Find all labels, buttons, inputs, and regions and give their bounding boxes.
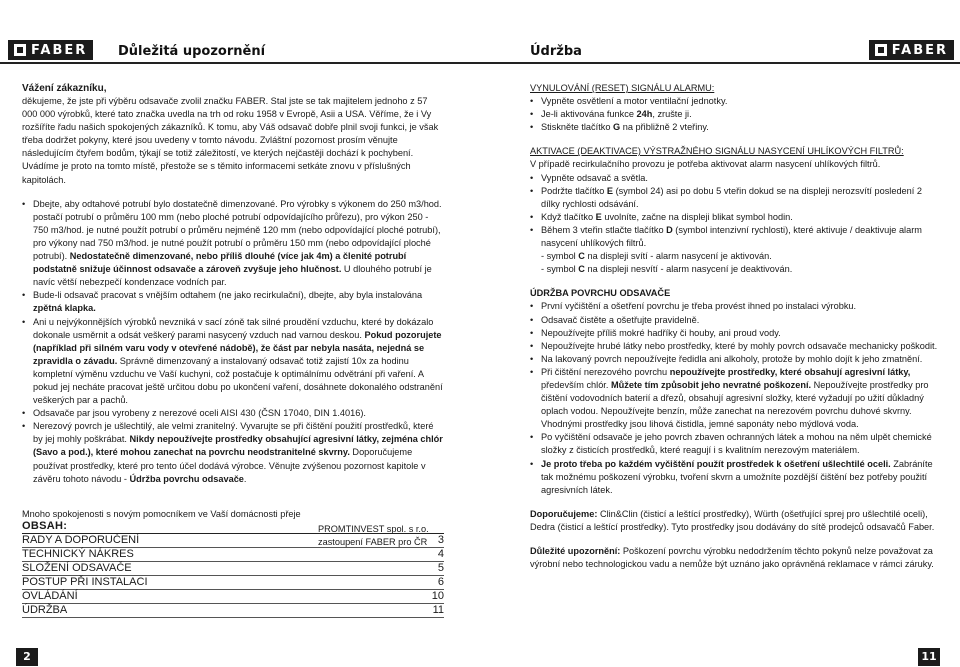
important-notice: Důležité upozornění: Poškození povrchu výrobku nedodržením těchto pokynů nelze považovat za výrobní nebo technologickou vadu a nemůže být uznáno jako oprávněná reklamace v rámci záruky.: [530, 546, 934, 570]
list-item: • Odsavač čistěte a ošetřujte pravidelně.: [530, 314, 940, 327]
care-section-title: ÚDRŽBA POVRCHU ODSAVAČE: [530, 288, 671, 299]
header-divider: [480, 62, 960, 64]
faber-logo-mark-icon: [875, 44, 887, 56]
toc-row: [22, 534, 444, 548]
list-item: • Při čištění nerezového povrchu nepoužívejte prostředky, které obsahují agresivní látky, především chlór. Můžete tím způsobit jeho nevratné poškození. Nepoužívejte prostředky pro čištění vodovodních baterií a dřezů, obsahují agresivní složky, které vyžadují po užití důkladný oplach vodou. Nepoužívejte benzín, může zanechat na nerezovém povrchu duhové skvrny. Vhodnými prostředky jsou lihová čistidla, jemné saponáty nebo mýdlová voda.: [530, 366, 940, 431]
toc-rows: [22, 534, 444, 618]
header-divider: [0, 62, 480, 64]
page-title: Důležitá upozornění: [118, 44, 266, 59]
toc-row: [22, 590, 444, 604]
list-item: • Vypněte osvětlení a motor ventilační jednotky.: [530, 95, 940, 108]
toc-page-number: 6: [437, 576, 444, 588]
left-content: [22, 82, 444, 549]
toc-label: SLOŽENÍ ODSAVAČE: [22, 562, 132, 574]
toc-page-number: 3: [437, 534, 444, 546]
toc-label: RADY A DOPORUČENÍ: [22, 534, 140, 546]
list-item: • Během 3 vteřin stlačte tlačítko D (symbol intenzivní rychlosti), které aktivuje / deaktivuje alarm nasycení uhlíkových filtrů.: [530, 224, 940, 250]
toc-page-number: 4: [437, 548, 444, 560]
toc-label: ÚDRŽBA: [22, 604, 68, 616]
list-item: • Nerezový povrch je ušlechtilý, ale velmi zranitelný. Vyvarujte se při čištění použití prostředků, které by jej mohly poškrábat. Nikdy nepoužívejte prostředky obsahující agresivní látky, zejména chlór (Savo a pod.), které mohou zanechat na povrchu neodstranitelné skvrny. Doporučujeme používat prostředky, které pro tento účel dodává výrobce. Věnujte zvýšenou pozornost kapitole v závěru tohoto návodu - Údržba povrchu odsavače.: [22, 420, 444, 485]
toc-label: TECHNICKÝ NÁKRES: [22, 548, 134, 560]
signature-representation: zastoupení FABER pro ČR: [318, 536, 428, 547]
logo-text: FABER: [891, 42, 948, 58]
list-item: • Když tlačítko E uvolníte, začne na displeji blikat symbol hodin.: [530, 211, 940, 224]
page-title: Údržba: [530, 44, 582, 59]
toc-row: [22, 562, 444, 576]
toc-row: [22, 576, 444, 590]
care-steps-list: [530, 300, 940, 496]
list-item: • Ani u nejvýkonnějších výrobků nevzniká v sací zóně tak silné proudění vzduchu, které by dokázalo dokonale usměrnit a odsát veškerý parami nasycený vzduch nad varnou deskou. Pokud pozorujete (například při silném varu vody v otevřené nádobě), že část par nebyla nasáta, nejedná se zpravidla o závadu. Správně dimenzovaný a instalovaný odsavač totiž zajistí 10x za hodinu kompletní výměnu vzduchu ve Vaší kuchyni, což postačuje k optimálnímu odvětrání při vaření. A pokud jej necháte pracovat ještě určitou dobu po ukončení vaření, dosáhnete dokonalého odstranění veškerých par a pachů.: [22, 316, 444, 408]
recommendation-paragraph: Doporučujeme: Clin&Clin (čisticí a leštící prostředky), Würth (ošetřující sprej pro ušlechtilé oceli), Dedra (čisticí a leštící prostředky). Tyto prostředky jsou dodávány do sítě prodejců odsavačů Faber.: [530, 508, 935, 532]
toc-row: [22, 604, 444, 618]
list-item: • Bude-li odsavač pracovat s vnějším odtahem (ne jako recirkulační), dbejte, aby byla instalována zpětná klapka.: [22, 289, 444, 315]
reset-section-title: VYNULOVÁNÍ (RESET) SIGNÁLU ALARMU:: [530, 83, 715, 93]
page-number: 11: [918, 648, 940, 666]
toc-page-number: 11: [432, 604, 444, 616]
right-page: [480, 0, 960, 667]
faber-logo-mark-icon: [14, 44, 26, 56]
closing-line: Mnoho spokojenosti s novým pomocníkem ve Vaší domácnosti přeje: [22, 508, 301, 519]
faber-logo: [8, 40, 93, 60]
list-item: • Podržte tlačítko E (symbol 24) asi po dobu 5 vteřin dokud se na displeji nerozsvítí posledení 2 dílky rychlosti odsávání.: [530, 185, 940, 211]
faber-logo: [869, 40, 954, 60]
deactivation-steps-list: [530, 172, 940, 251]
toc-label: OVLÁDÁNÍ: [22, 590, 78, 602]
list-item: • Po vyčištění odsavače je jeho povrch zbaven ochranných látek a mohou na něm ulpět chemické složky z čisticích prostředků, které reagují i s kvalitním nerezovým materiálem.: [530, 431, 940, 457]
list-item: • První vyčištění a ošetření povrchu je třeba provést ihned po instalaci výrobku.: [530, 300, 940, 313]
list-item: • Vypněte odsavač a světla.: [530, 172, 940, 185]
right-content: [530, 82, 940, 571]
page-number: 2: [16, 648, 38, 666]
list-item: • Stiskněte tlačítko G na přibližně 2 vteřiny.: [530, 121, 940, 134]
signature-company: PROMTINVEST spol. s r.o.: [318, 523, 429, 534]
symbol-on-note: - symbol C na displeji svítí - alarm nasycení je aktivován.: [541, 251, 772, 262]
toc-page-number: 5: [437, 562, 444, 574]
list-item: • Dbejte, aby odtahové potrubí bylo dostatečně dimenzované. Pro výrobky s výkonem do 250 m3/hod. postačí potrubí o průměru 100 mm (nebo ploché potrubí odpovídajícího průřezu), pro výkon 250 - 750 m3/hod. je nutné použít potrubí o průměru nejméně 120 mm (nebo odpovídající ploché potrubí), pro výkony nad 750 m3/hod. je nutné použít potrubí o průměru 150 mm (nebo odpovídající ploché potrubí). Nedostatečně dimenzované, nebo příliš dlouhé (více jak 4m) a členité potrubí podstatně snižuje účinnost odsavače a zároveň zvyšuje jeho hlučnost. U dlouhého potrubí je navíc větší nebezpečí kondenzace vodních par.: [22, 198, 444, 290]
important-points-list: [22, 198, 444, 486]
table-of-contents: [22, 520, 444, 618]
logo-text: FABER: [31, 42, 88, 58]
toc-page-number: 10: [431, 590, 444, 602]
symbol-off-note: - symbol C na displeji nesvítí - alarm nasycení je deaktivován.: [541, 264, 793, 275]
greeting-title: Vážení zákazníku,: [22, 83, 107, 94]
deactivation-intro: V případě recirkulačního provozu je potřeba aktivovat alarm nasycení uhlíkových filtrů.: [530, 159, 881, 170]
list-item: • Odsavače par jsou vyrobeny z nerezové oceli AISI 430 (ČSN 17040, DIN 1.4016).: [22, 407, 444, 420]
toc-title: OBSAH:: [22, 520, 444, 534]
list-item: • Nepoužívejte hrubé látky nebo prostředky, které by mohly povrch odsavače mechanicky poškodit.: [530, 340, 940, 353]
toc-row: [22, 548, 444, 562]
deactivation-section-title: AKTIVACE (DEAKTIVACE) VÝSTRAŽNÉHO SIGNÁLU NASYCENÍ UHLÍKOVÝCH FILTRŮ:: [530, 146, 904, 157]
toc-label: POSTUP PŘI INSTALACI: [22, 576, 148, 588]
list-item: • Je proto třeba po každém vyčištění použít prostředek k ošetření ušlechtilé oceli. Zabráníte tak možnému poškození výrobku, tvoření skvrn a umožníte pozdější čištění bez potřeby použití agresivních látek.: [530, 458, 940, 497]
intro-paragraph: děkujeme, že jste při výběru odsavače zvolil značku FABER. Stal jste se tak majitelem jednoho z 57 000 000 výrobků, které tato značka uvedla na trh od roku 1958 v Evropě, Asii a USA. Věříme, že i Vy rozšíříte řadu našich spokojených zákazníků. K tomu, aby Váš odsavač dobře plnil svoji funkci, je však třeba dodržet pokyny, které jsou uvedeny v tomto návodu. Zvláštní pozornost prosím věnujte následujícím čtyřem bodům, týkají se totiž záležitostí, ve kterých nejčastěji dochází k pochybení. Uvádíme je proto na tomto místě, přestože se s těmito informacemi setkáte znovu v příslušných kapitolách.: [22, 96, 439, 185]
list-item: • Je-li aktivována funkce 24h, zrušte ji.: [530, 108, 940, 121]
reset-steps-list: [530, 95, 940, 134]
list-item: • Nepoužívejte příliš mokré hadříky či houby, ani proud vody.: [530, 327, 940, 340]
list-item: • Na lakovaný povrch nepoužívejte ředidla ani alkoholy, protože by mohlo dojít k jeho zmatnění.: [530, 353, 940, 366]
